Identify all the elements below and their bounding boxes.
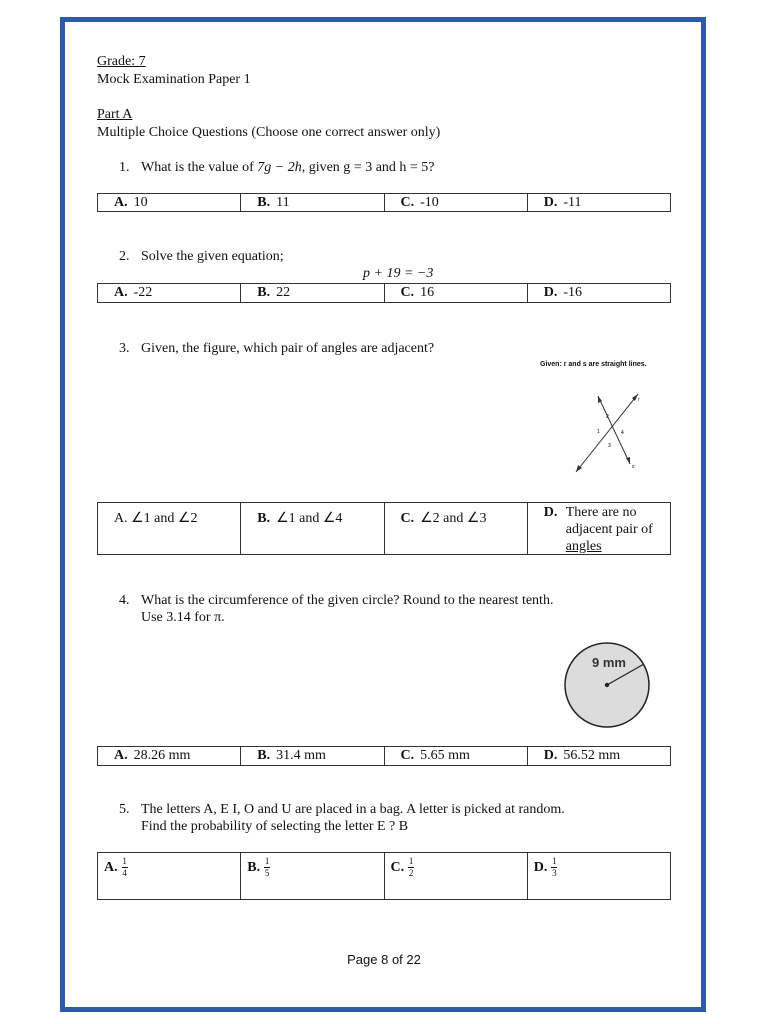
numerator: 1 bbox=[264, 856, 270, 866]
fraction bbox=[551, 857, 557, 878]
label-r: r bbox=[638, 397, 640, 403]
option-value: -16 bbox=[563, 285, 583, 300]
denominator: 4 bbox=[122, 868, 127, 878]
denominator: 2 bbox=[408, 868, 414, 878]
question-number: 2. bbox=[119, 249, 130, 264]
figure-caption: Given: r and s are straight lines. bbox=[540, 361, 647, 368]
option-label: C. bbox=[400, 195, 415, 210]
question-text: The letters A, E I, O and U are placed in a bag. A letter is picked at random. bbox=[141, 802, 565, 817]
option-line-3: angles bbox=[565, 539, 602, 554]
question-4 bbox=[119, 593, 553, 609]
angle-label-4: 4 bbox=[621, 430, 624, 436]
angle-label-2: 2 bbox=[606, 414, 609, 420]
option-value: 10 bbox=[133, 195, 148, 210]
intersecting-lines-figure bbox=[568, 386, 648, 478]
q4-options bbox=[97, 746, 671, 766]
question-1 bbox=[119, 160, 435, 176]
option-b[interactable] bbox=[241, 503, 384, 554]
question-4-text-2: Use 3.14 for π. bbox=[141, 610, 225, 625]
option-line-1: There are no bbox=[565, 505, 637, 520]
option-label: D. bbox=[533, 859, 548, 875]
option-label: A. bbox=[104, 859, 118, 875]
center-point bbox=[605, 683, 609, 687]
option-value: 28.26 mm bbox=[133, 748, 191, 763]
option-label: A. bbox=[114, 748, 128, 763]
angle-label-3: 3 bbox=[608, 443, 611, 449]
arrow-icon bbox=[598, 396, 602, 403]
circle-figure bbox=[561, 641, 655, 731]
option-value: 11 bbox=[276, 195, 290, 210]
q1-options bbox=[97, 193, 671, 212]
question-number: 5. bbox=[119, 802, 130, 817]
option-line-2: adjacent pair of bbox=[565, 522, 653, 537]
radius-label: 9 mm bbox=[592, 655, 626, 670]
grade-label: Grade: 7 bbox=[97, 54, 146, 69]
q2-options bbox=[97, 283, 671, 303]
fraction bbox=[264, 857, 270, 878]
option-d[interactable] bbox=[528, 853, 670, 899]
option-d[interactable] bbox=[528, 284, 670, 302]
option-value: 5.65 mm bbox=[420, 748, 470, 763]
page-number: Page 8 of 22 bbox=[347, 952, 421, 967]
option-b[interactable] bbox=[241, 194, 384, 211]
angle-label-1: 1 bbox=[597, 429, 600, 435]
option-label: B. bbox=[247, 859, 261, 875]
option-value: ∠1 and ∠2 bbox=[131, 511, 198, 526]
option-label: A. bbox=[114, 195, 128, 210]
option-a[interactable] bbox=[98, 853, 241, 899]
option-d[interactable] bbox=[528, 194, 670, 211]
option-label: C. bbox=[390, 859, 405, 875]
option-label: A. bbox=[114, 511, 128, 526]
line-s bbox=[598, 396, 630, 464]
question-text: What is the value of bbox=[141, 160, 258, 175]
fraction bbox=[122, 857, 128, 878]
numerator: 1 bbox=[122, 856, 127, 866]
question-text: What is the circumference of the given circle? Round to the nearest tenth. bbox=[141, 593, 554, 608]
instructions: Multiple Choice Questions (Choose one correct answer only) bbox=[97, 125, 441, 140]
option-label: B. bbox=[257, 748, 271, 763]
denominator: 3 bbox=[552, 868, 557, 878]
option-d[interactable] bbox=[528, 503, 670, 554]
option-label: A. bbox=[114, 285, 128, 300]
option-a[interactable] bbox=[98, 284, 241, 302]
option-value: 56.52 mm bbox=[563, 748, 621, 763]
option-value: ∠2 and ∠3 bbox=[420, 511, 487, 526]
option-label: C. bbox=[400, 285, 415, 300]
option-b[interactable] bbox=[241, 284, 384, 302]
option-label: D. bbox=[543, 195, 558, 210]
option-b[interactable] bbox=[241, 853, 384, 899]
option-a[interactable] bbox=[98, 503, 241, 554]
expression: 7g − 2h, bbox=[257, 160, 306, 175]
option-label: C. bbox=[400, 748, 415, 763]
option-label: B. bbox=[257, 195, 271, 210]
question-number: 4. bbox=[119, 593, 130, 608]
option-c[interactable] bbox=[385, 284, 528, 302]
option-a[interactable] bbox=[98, 194, 241, 211]
question-text-2: given g = 3 and h = 5? bbox=[305, 160, 435, 175]
option-c[interactable] bbox=[385, 503, 528, 554]
option-label: C. bbox=[400, 511, 415, 526]
option-label: D. bbox=[543, 748, 558, 763]
label-s: s bbox=[632, 464, 635, 470]
option-value: 22 bbox=[276, 285, 291, 300]
option-value: -11 bbox=[563, 195, 582, 210]
option-label: B. bbox=[257, 511, 271, 526]
fraction bbox=[408, 857, 414, 878]
part-label: Part A bbox=[97, 107, 133, 122]
option-value: -22 bbox=[133, 285, 153, 300]
question-3 bbox=[119, 341, 434, 357]
denominator: 5 bbox=[264, 868, 270, 878]
q3-options bbox=[97, 502, 671, 555]
question-text: Solve the given equation; bbox=[141, 249, 284, 264]
option-value: 16 bbox=[420, 285, 435, 300]
numerator: 1 bbox=[408, 856, 414, 866]
question-text: Given, the figure, which pair of angles are adjacent? bbox=[141, 341, 435, 356]
question-2 bbox=[119, 249, 284, 265]
option-label: D. bbox=[543, 505, 558, 520]
option-a[interactable] bbox=[98, 747, 241, 765]
question-5-text-2: Find the probability of selecting the letter E ? B bbox=[141, 819, 409, 834]
question-number: 1. bbox=[119, 160, 130, 175]
question-number: 3. bbox=[119, 341, 130, 356]
arrow-icon bbox=[626, 457, 630, 464]
q5-options bbox=[97, 852, 671, 900]
option-value: 31.4 mm bbox=[276, 748, 326, 763]
option-value: ∠1 and ∠4 bbox=[276, 511, 343, 526]
equation: p + 19 = −3 bbox=[363, 266, 434, 281]
option-d[interactable] bbox=[528, 747, 670, 765]
paper-title: Mock Examination Paper 1 bbox=[97, 72, 251, 87]
option-value: -10 bbox=[420, 195, 439, 210]
option-label: B. bbox=[257, 285, 271, 300]
numerator: 1 bbox=[552, 856, 557, 866]
option-c[interactable] bbox=[385, 194, 528, 211]
option-label: D. bbox=[543, 285, 558, 300]
option-b[interactable] bbox=[241, 747, 384, 765]
option-c[interactable] bbox=[385, 747, 528, 765]
option-c[interactable] bbox=[385, 853, 528, 899]
question-5 bbox=[119, 802, 565, 818]
